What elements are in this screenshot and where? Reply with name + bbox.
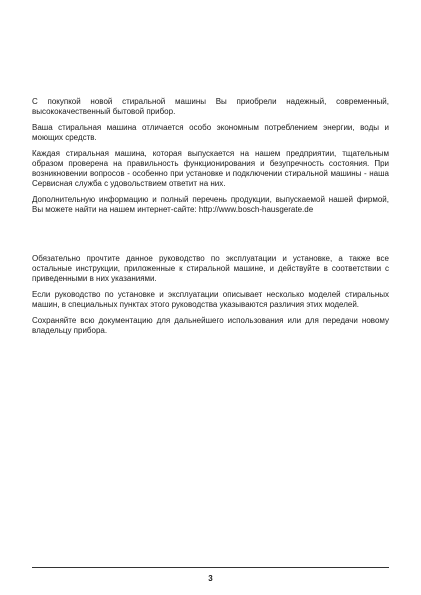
notes-paragraph-models: Если руководство по установке и эксплуатации описывает несколько моделей стиральных машин, в специальных пунктах этого руководства указываются различия этих моделей. xyxy=(32,290,389,309)
notes-paragraph-read-manual: Обязательно прочтите данное руководство по эксплуатации и установке, а также все остальные инструкции, приложенные к стиральной машине, и действуйте в соответствии с приведенными в них указаниями. xyxy=(32,254,389,283)
intro-paragraph-economy: Ваша стиральная машина отличается особо экономным потреблением энергии, воды и моющих средств. xyxy=(32,123,389,142)
intro-paragraph-website: Дополнительную информацию и полный перечень продукции, выпускаемой нашей фирмой, Вы можете найти на нашем интернет-сайте: http://www.bosch-hausgerate.de xyxy=(32,195,389,214)
intro-paragraph-purchase: С покупкой новой стиральной машины Вы приобрели надежный, современный, высококачественный бытовой прибор. xyxy=(32,97,389,116)
footer-divider xyxy=(32,567,389,568)
intro-paragraph-quality: Каждая стиральная машина, которая выпускается на нашем предприятии, тщательным образом проверена на правильность функционирования и безупречность состояния. При возникновении вопросов - особенно при установке и подключении стиральной машины - наша Сервисная служба с удовольствием ответит на них. xyxy=(32,149,389,188)
intro-section xyxy=(32,97,389,221)
notes-section xyxy=(32,254,389,342)
page-number: 3 xyxy=(208,574,213,583)
notes-paragraph-keep-docs: Сохраняйте всю документацию для дальнейшего использования или для передачи новому владельцу прибора. xyxy=(32,316,389,335)
